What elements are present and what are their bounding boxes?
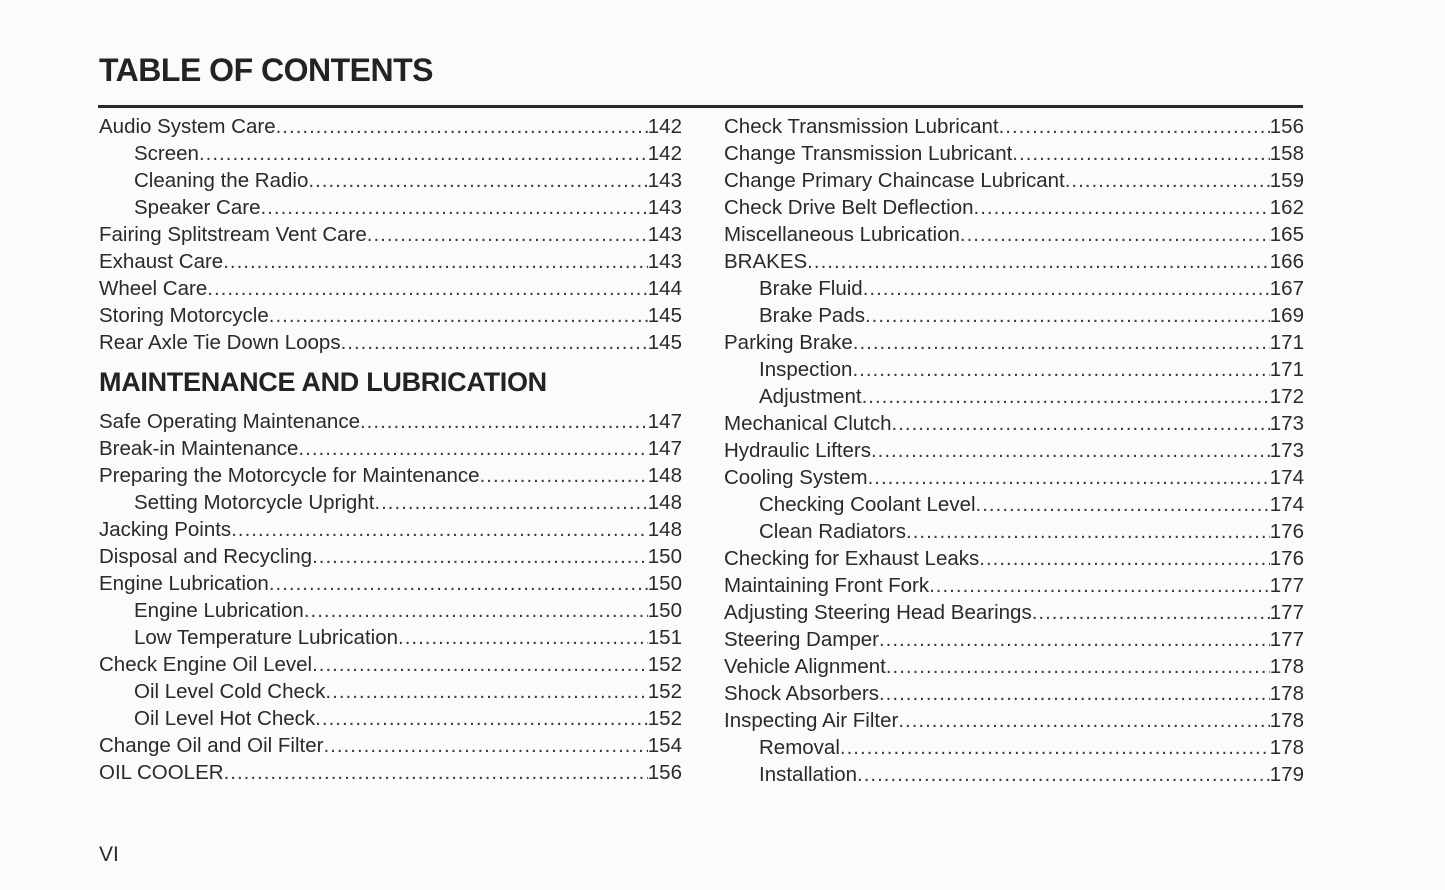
toc-entry-label: Check Transmission Lubricant	[724, 115, 999, 138]
toc-entry-page: 171	[1269, 331, 1304, 354]
toc-entry[interactable]	[724, 437, 1304, 464]
toc-entry-page: 177	[1269, 601, 1304, 624]
toc-entry-page: 176	[1269, 520, 1304, 543]
toc-entry[interactable]	[724, 383, 1304, 410]
toc-entry-page: 142	[647, 142, 682, 165]
dot-leader	[207, 275, 648, 302]
dot-leader	[863, 275, 1270, 302]
toc-entry[interactable]	[99, 489, 682, 516]
toc-entry[interactable]	[99, 597, 682, 624]
toc-entry-page: 147	[647, 410, 682, 433]
toc-entry-page: 143	[647, 169, 682, 192]
toc-entry-label: Miscellaneous Lubrication	[724, 223, 960, 246]
toc-entry[interactable]	[99, 543, 682, 570]
dot-leader	[840, 734, 1270, 761]
dot-leader	[862, 383, 1270, 410]
toc-entry[interactable]	[724, 302, 1304, 329]
toc-entry[interactable]	[99, 624, 682, 651]
toc-entry-label: Check Engine Oil Level	[99, 653, 313, 676]
toc-entry[interactable]	[724, 707, 1304, 734]
toc-entry-label: Speaker Care	[134, 196, 261, 219]
toc-entry-page: 159	[1269, 169, 1304, 192]
toc-entry-label: Maintaining Front Fork	[724, 574, 930, 597]
toc-entry-page: 151	[647, 626, 682, 649]
dot-leader	[308, 167, 647, 194]
dot-leader	[480, 462, 648, 489]
toc-entry[interactable]	[724, 167, 1304, 194]
dot-leader	[852, 356, 1269, 383]
dot-leader	[857, 761, 1270, 788]
toc-entry[interactable]	[99, 113, 682, 140]
dot-leader	[341, 329, 648, 356]
toc-entry[interactable]	[99, 329, 682, 356]
toc-entry-page: 167	[1269, 277, 1304, 300]
toc-entry-label: Adjusting Steering Head Bearings	[724, 601, 1032, 624]
toc-entry-page: 152	[647, 653, 682, 676]
dot-leader	[807, 248, 1270, 275]
dot-leader	[312, 651, 648, 678]
toc-entry-label: Cooling System	[724, 466, 868, 489]
toc-entry[interactable]	[99, 516, 682, 543]
toc-entry-label: Hydraulic Lifters	[724, 439, 871, 462]
toc-entry-label: Adjustment	[759, 385, 862, 408]
toc-entry[interactable]	[724, 329, 1304, 356]
page-title: TABLE OF CONTENTS	[99, 52, 433, 88]
dot-leader	[898, 707, 1269, 734]
dot-leader	[892, 410, 1270, 437]
toc-entry-label: Check Drive Belt Deflection	[724, 196, 974, 219]
toc-entry-page: 169	[1269, 304, 1304, 327]
toc-entry-label: Oil Level Cold Check	[134, 680, 326, 703]
toc-entry-page: 174	[1269, 493, 1304, 516]
dot-leader	[298, 435, 647, 462]
toc-entry-label: Brake Pads	[759, 304, 865, 327]
toc-entry-label: Checking Coolant Level	[759, 493, 976, 516]
toc-entry-label: Preparing the Motorcycle for Maintenance	[99, 464, 480, 487]
dot-leader	[999, 113, 1270, 140]
toc-entry-label: Break-in Maintenance	[99, 437, 299, 460]
dot-leader	[853, 329, 1270, 356]
toc-entry-page: 143	[647, 196, 682, 219]
toc-entry[interactable]	[724, 518, 1304, 545]
toc-entry[interactable]	[99, 678, 682, 705]
toc-entry-page: 156	[647, 761, 682, 784]
dot-leader	[906, 518, 1270, 545]
toc-entry-page: 156	[1269, 115, 1304, 138]
toc-entry-page: 178	[1269, 655, 1304, 678]
dot-leader	[1065, 167, 1270, 194]
toc-entry-label: Clean Radiators	[759, 520, 906, 543]
toc-entry-label: Installation	[759, 763, 858, 786]
toc-group-maintenance	[99, 408, 682, 786]
toc-entry[interactable]	[99, 167, 682, 194]
toc-entry-page: 148	[647, 464, 682, 487]
page-number-folio: VI	[99, 843, 119, 866]
dot-leader	[886, 653, 1270, 680]
toc-entry[interactable]	[724, 599, 1304, 626]
toc-entry-label: Low Temperature Lubrication	[134, 626, 398, 649]
dot-leader	[367, 221, 648, 248]
dot-leader	[323, 732, 647, 759]
toc-entry-label: Safe Operating Maintenance	[99, 410, 360, 433]
toc-entry[interactable]	[724, 248, 1304, 275]
toc-entry-page: 177	[1269, 628, 1304, 651]
dot-leader	[231, 516, 648, 543]
toc-group-lubrication-brakes	[724, 113, 1304, 788]
toc-entry[interactable]	[724, 410, 1304, 437]
dot-leader	[269, 302, 648, 329]
toc-entry[interactable]	[724, 356, 1304, 383]
toc-entry-label: Brake Fluid	[759, 277, 863, 300]
toc-entry-label: Disposal and Recycling	[99, 545, 313, 568]
toc-entry[interactable]	[99, 435, 682, 462]
title-divider	[98, 105, 1303, 108]
toc-entry-page: 158	[1269, 142, 1304, 165]
toc-entry-label: Audio System Care	[99, 115, 276, 138]
dot-leader	[325, 678, 647, 705]
toc-entry[interactable]	[724, 113, 1304, 140]
toc-entry[interactable]	[99, 651, 682, 678]
toc-entry-label: Change Transmission Lubricant	[724, 142, 1013, 165]
toc-entry-page: 145	[647, 304, 682, 327]
toc-entry-page: 174	[1269, 466, 1304, 489]
dot-leader	[312, 543, 648, 570]
toc-entry-page: 177	[1269, 574, 1304, 597]
toc-entry-label: Oil Level Hot Check	[134, 707, 316, 730]
dot-leader	[929, 572, 1270, 599]
toc-entry[interactable]	[99, 194, 682, 221]
toc-entry[interactable]	[99, 705, 682, 732]
toc-entry-page: 150	[647, 572, 682, 595]
toc-entry-page: 166	[1269, 250, 1304, 273]
toc-entry[interactable]	[99, 140, 682, 167]
toc-entry-label: Engine Lubrication	[134, 599, 304, 622]
dot-leader	[199, 140, 648, 167]
toc-entry-page: 178	[1269, 682, 1304, 705]
toc-entry[interactable]	[724, 626, 1304, 653]
toc-entry-page: 176	[1269, 547, 1304, 570]
toc-entry-page: 148	[647, 491, 682, 514]
dot-leader	[1012, 140, 1269, 167]
toc-entry-page: 150	[647, 545, 682, 568]
toc-left-column	[99, 113, 682, 786]
toc-entry-page: 154	[647, 734, 682, 757]
toc-entry[interactable]	[99, 275, 682, 302]
toc-entry-label: Shock Absorbers	[724, 682, 879, 705]
toc-entry[interactable]	[99, 462, 682, 489]
toc-entry-page: 162	[1269, 196, 1304, 219]
dot-leader	[960, 221, 1270, 248]
toc-entry[interactable]	[724, 221, 1304, 248]
toc-entry-label: Screen	[134, 142, 199, 165]
toc-entry-label: Engine Lubrication	[99, 572, 269, 595]
toc-entry-label: Vehicle Alignment	[724, 655, 886, 678]
toc-entry[interactable]	[99, 570, 682, 597]
dot-leader	[374, 489, 647, 516]
dot-leader	[398, 624, 648, 651]
dot-leader	[304, 597, 648, 624]
toc-entry[interactable]	[724, 194, 1304, 221]
toc-entry-page: 173	[1269, 412, 1304, 435]
toc-entry[interactable]	[99, 248, 682, 275]
toc-entry-label: Jacking Points	[99, 518, 232, 541]
toc-entry[interactable]	[724, 491, 1304, 518]
toc-entry-page: 178	[1269, 709, 1304, 732]
section-heading-maintenance: MAINTENANCE AND LUBRICATION	[99, 367, 547, 397]
toc-entry[interactable]	[724, 140, 1304, 167]
toc-entry-page: 171	[1269, 358, 1304, 381]
dot-leader	[979, 545, 1270, 572]
toc-entry-page: 143	[647, 250, 682, 273]
dot-leader	[269, 570, 648, 597]
dot-leader	[224, 759, 648, 786]
toc-entry-page: 143	[647, 223, 682, 246]
toc-entry-label: Setting Motorcycle Upright	[134, 491, 375, 514]
dot-leader	[276, 113, 648, 140]
toc-entry-page: 152	[647, 707, 682, 730]
toc-entry-label: Checking for Exhaust Leaks	[724, 547, 980, 570]
toc-entry-label: Fairing Splitstream Vent Care	[99, 223, 367, 246]
dot-leader	[260, 194, 647, 221]
toc-entry[interactable]	[724, 734, 1304, 761]
toc-entry-label: Inspection	[759, 358, 853, 381]
toc-entry-page: 150	[647, 599, 682, 622]
dot-leader	[315, 705, 648, 732]
toc-entry-label: Mechanical Clutch	[724, 412, 892, 435]
toc-entry[interactable]	[724, 275, 1304, 302]
dot-leader	[223, 248, 648, 275]
toc-entry-label: Inspecting Air Filter	[724, 709, 899, 732]
toc-entry[interactable]	[99, 732, 682, 759]
dot-leader	[976, 491, 1270, 518]
toc-entry-label: OIL COOLER	[99, 761, 224, 784]
toc-entry[interactable]	[724, 545, 1304, 572]
toc-entry-label: Wheel Care	[99, 277, 208, 300]
toc-group-care	[99, 113, 682, 356]
toc-entry[interactable]	[99, 408, 682, 435]
toc-entry-page: 165	[1269, 223, 1304, 246]
dot-leader	[865, 302, 1270, 329]
dot-leader	[1032, 599, 1270, 626]
dot-leader	[868, 464, 1270, 491]
toc-entry[interactable]	[724, 761, 1304, 788]
toc-entry-label: Steering Damper	[724, 628, 879, 651]
toc-entry[interactable]	[724, 653, 1304, 680]
toc-entry-label: Removal	[759, 736, 840, 759]
toc-entry-label: BRAKES	[724, 250, 808, 273]
toc-entry-page: 152	[647, 680, 682, 703]
toc-entry-page: 142	[647, 115, 682, 138]
toc-entry-label: Rear Axle Tie Down Loops	[99, 331, 341, 354]
toc-entry-page: 144	[647, 277, 682, 300]
toc-entry-label: Cleaning the Radio	[134, 169, 309, 192]
toc-entry-label: Change Primary Chaincase Lubricant	[724, 169, 1065, 192]
toc-entry-page: 178	[1269, 736, 1304, 759]
toc-entry-page: 147	[647, 437, 682, 460]
dot-leader	[974, 194, 1270, 221]
toc-right-column	[724, 113, 1304, 788]
toc-entry-label: Exhaust Care	[99, 250, 224, 273]
toc-entry[interactable]	[99, 221, 682, 248]
toc-entry[interactable]	[724, 464, 1304, 491]
dot-leader	[879, 626, 1270, 653]
toc-entry[interactable]	[99, 302, 682, 329]
dot-leader	[360, 408, 648, 435]
dot-leader	[871, 437, 1270, 464]
toc-entry-page: 172	[1269, 385, 1304, 408]
toc-entry-page: 173	[1269, 439, 1304, 462]
toc-entry[interactable]	[724, 572, 1304, 599]
toc-entry-page: 179	[1269, 763, 1304, 786]
toc-entry-label: Storing Motorcycle	[99, 304, 269, 327]
toc-entry[interactable]	[724, 680, 1304, 707]
toc-entry[interactable]	[99, 759, 682, 786]
toc-entry-page: 148	[647, 518, 682, 541]
toc-entry-label: Change Oil and Oil Filter	[99, 734, 324, 757]
dot-leader	[879, 680, 1270, 707]
toc-entry-label: Parking Brake	[724, 331, 853, 354]
toc-entry-page: 145	[647, 331, 682, 354]
